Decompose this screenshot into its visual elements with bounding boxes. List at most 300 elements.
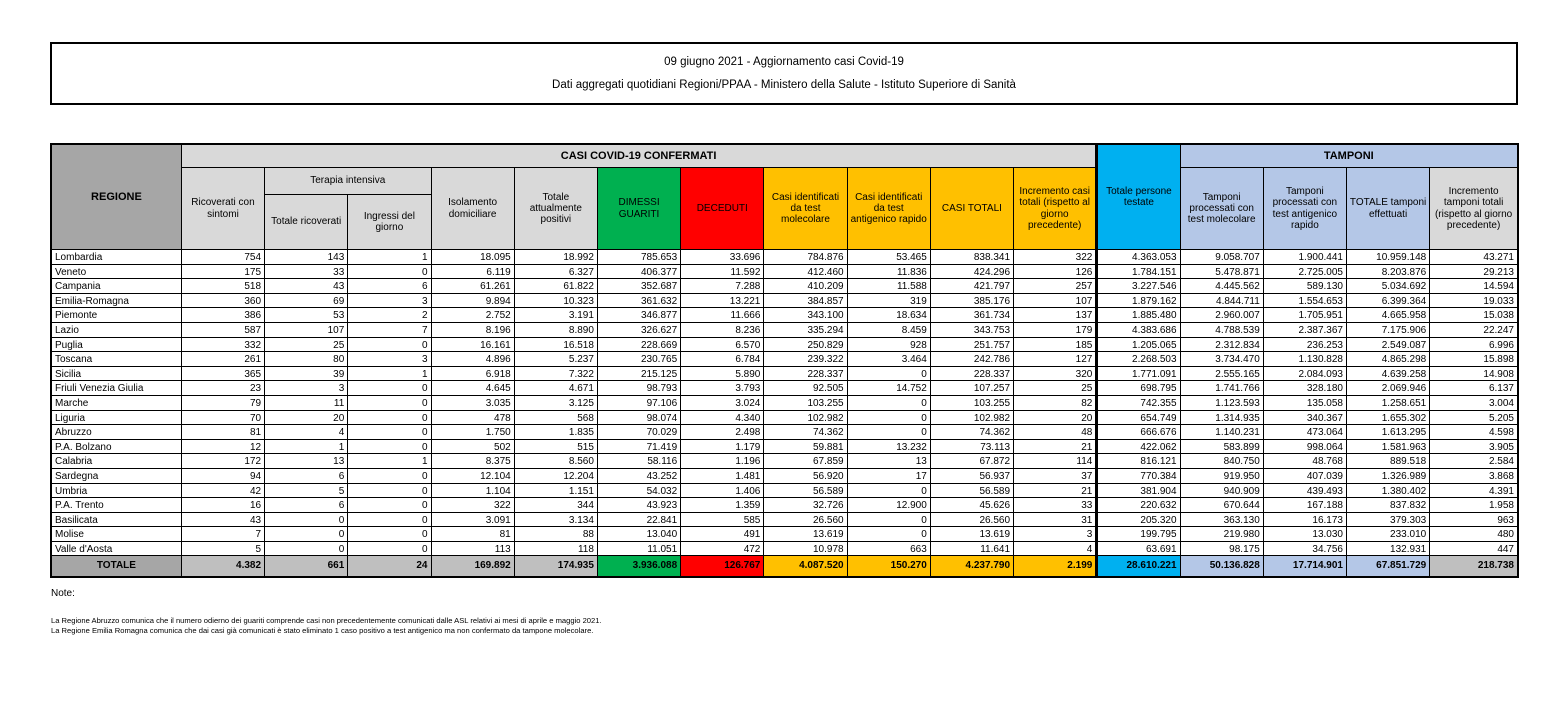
header-isolamento-domiciliare: Isolamento domiciliare xyxy=(431,168,514,250)
value-cell: 2.549.087 xyxy=(1346,337,1429,352)
value-cell: 19.033 xyxy=(1430,293,1518,308)
table-row xyxy=(51,395,1518,410)
value-cell: 81 xyxy=(181,425,264,440)
value-cell: 14.908 xyxy=(1430,366,1518,381)
note-line: La Regione Abruzzo comunica che il numero odierno dei guariti comprende casi non precedentemente comunicati dalle ASL relativi ai mesi di aprile e maggio 2021. xyxy=(51,616,602,625)
value-cell: 220.632 xyxy=(1097,498,1180,513)
table-row xyxy=(51,483,1518,498)
value-cell: 74.362 xyxy=(764,425,847,440)
value-cell: 1.314.935 xyxy=(1180,410,1263,425)
table-row xyxy=(51,541,1518,556)
note-line: La Regione Emilia Romagna comunica che dai casi già comunicati è stato eliminato 1 caso positivo a test antigenico ma non confermato da tampone molecolare. xyxy=(51,625,594,635)
value-cell: 568 xyxy=(514,410,597,425)
header-regione: REGIONE xyxy=(51,144,181,250)
value-cell: 103.255 xyxy=(930,395,1013,410)
totals-value-cell: 67.851.729 xyxy=(1346,556,1429,577)
value-cell: 18.992 xyxy=(514,250,597,265)
value-cell: 63.691 xyxy=(1097,541,1180,556)
value-cell: 361.632 xyxy=(597,293,680,308)
value-cell: 1.140.231 xyxy=(1180,425,1263,440)
value-cell: 179 xyxy=(1014,322,1097,337)
value-cell: 135.058 xyxy=(1263,395,1346,410)
value-cell: 5.890 xyxy=(681,366,764,381)
value-cell: 698.795 xyxy=(1097,381,1180,396)
value-cell: 0 xyxy=(348,439,431,454)
value-cell: 3.793 xyxy=(681,381,764,396)
value-cell: 0 xyxy=(348,425,431,440)
value-cell: 585 xyxy=(681,512,764,527)
value-cell: 58.116 xyxy=(597,454,680,469)
value-cell: 4.645 xyxy=(431,381,514,396)
value-cell: 840.750 xyxy=(1180,454,1263,469)
totals-value-cell: 50.136.828 xyxy=(1180,556,1263,577)
table-body xyxy=(51,250,1518,577)
value-cell: 4.896 xyxy=(431,352,514,367)
value-cell: 0 xyxy=(847,527,930,542)
notes-section xyxy=(51,588,1511,635)
region-name: Toscana xyxy=(51,352,181,367)
table-row xyxy=(51,425,1518,440)
value-cell: 2.084.093 xyxy=(1263,366,1346,381)
value-cell: 0 xyxy=(348,468,431,483)
totals-value-cell: 169.892 xyxy=(431,556,514,577)
value-cell: 1.784.151 xyxy=(1097,264,1180,279)
value-cell: 18.095 xyxy=(431,250,514,265)
value-cell: 97.106 xyxy=(597,395,680,410)
value-cell: 1.741.766 xyxy=(1180,381,1263,396)
value-cell: 0 xyxy=(847,425,930,440)
value-cell: 502 xyxy=(431,439,514,454)
value-cell: 1.406 xyxy=(681,483,764,498)
region-name: Lombardia xyxy=(51,250,181,265)
value-cell: 4 xyxy=(1014,541,1097,556)
value-cell: 103.255 xyxy=(764,395,847,410)
totals-row xyxy=(51,556,1518,577)
header-ricoverati-con-sintomi: Ricoverati con sintomi xyxy=(181,168,264,250)
totals-value-cell: 28.610.221 xyxy=(1097,556,1180,577)
value-cell: 0 xyxy=(348,410,431,425)
value-cell: 5.034.692 xyxy=(1346,279,1429,294)
value-cell: 251.757 xyxy=(930,337,1013,352)
value-cell: 1.554.653 xyxy=(1263,293,1346,308)
value-cell: 363.130 xyxy=(1180,512,1263,527)
value-cell: 1.179 xyxy=(681,439,764,454)
table-row xyxy=(51,308,1518,323)
value-cell: 39 xyxy=(265,366,348,381)
value-cell: 69 xyxy=(265,293,348,308)
value-cell: 8.196 xyxy=(431,322,514,337)
report-date-title: 09 giugno 2021 - Aggiornamento casi Covid-19 xyxy=(664,55,904,68)
value-cell: 5 xyxy=(181,541,264,556)
value-cell: 3.464 xyxy=(847,352,930,367)
value-cell: 365 xyxy=(181,366,264,381)
totals-value-cell: 24 xyxy=(348,556,431,577)
value-cell: 6.327 xyxy=(514,264,597,279)
value-cell: 5.478.871 xyxy=(1180,264,1263,279)
header-totale-persone-testate: Totale persone testate xyxy=(1097,144,1180,250)
value-cell: 26.560 xyxy=(930,512,1013,527)
value-cell: 10.978 xyxy=(764,541,847,556)
value-cell: 98.793 xyxy=(597,381,680,396)
value-cell: 491 xyxy=(681,527,764,542)
value-cell: 1.205.065 xyxy=(1097,337,1180,352)
region-name: Valle d'Aosta xyxy=(51,541,181,556)
value-cell: 4.340 xyxy=(681,410,764,425)
value-cell: 18.634 xyxy=(847,308,930,323)
value-cell: 37 xyxy=(1014,468,1097,483)
value-cell: 12.104 xyxy=(431,468,514,483)
header-totale-tamponi: TOTALE tamponi effettuati xyxy=(1346,168,1429,250)
value-cell: 1.613.295 xyxy=(1346,425,1429,440)
value-cell: 3.191 xyxy=(514,308,597,323)
value-cell: 22.841 xyxy=(597,512,680,527)
value-cell: 4 xyxy=(265,425,348,440)
value-cell: 132.931 xyxy=(1346,541,1429,556)
value-cell: 12.204 xyxy=(514,468,597,483)
value-cell: 340.367 xyxy=(1263,410,1346,425)
value-cell: 33.696 xyxy=(681,250,764,265)
value-cell: 3.035 xyxy=(431,395,514,410)
value-cell: 67.859 xyxy=(764,454,847,469)
value-cell: 473.064 xyxy=(1263,425,1346,440)
value-cell: 3.004 xyxy=(1430,395,1518,410)
region-name: Veneto xyxy=(51,264,181,279)
value-cell: 1 xyxy=(348,366,431,381)
table-row xyxy=(51,337,1518,352)
value-cell: 1.705.951 xyxy=(1263,308,1346,323)
value-cell: 14.594 xyxy=(1430,279,1518,294)
value-cell: 0 xyxy=(348,498,431,513)
value-cell: 102.982 xyxy=(764,410,847,425)
value-cell: 346.877 xyxy=(597,308,680,323)
value-cell: 56.589 xyxy=(764,483,847,498)
value-cell: 4.665.958 xyxy=(1346,308,1429,323)
region-name: Abruzzo xyxy=(51,425,181,440)
table-row xyxy=(51,527,1518,542)
table-row xyxy=(51,250,1518,265)
covid-data-table xyxy=(50,143,1519,578)
value-cell: 785.653 xyxy=(597,250,680,265)
totals-value-cell: 218.738 xyxy=(1430,556,1518,577)
table-row xyxy=(51,381,1518,396)
value-cell: 48 xyxy=(1014,425,1097,440)
value-cell: 11.641 xyxy=(930,541,1013,556)
value-cell: 16.161 xyxy=(431,337,514,352)
value-cell: 816.121 xyxy=(1097,454,1180,469)
value-cell: 12 xyxy=(181,439,264,454)
value-cell: 107 xyxy=(1014,293,1097,308)
value-cell: 43.252 xyxy=(597,468,680,483)
value-cell: 6.918 xyxy=(431,366,514,381)
value-cell: 9.058.707 xyxy=(1180,250,1263,265)
table-row xyxy=(51,468,1518,483)
value-cell: 2.387.367 xyxy=(1263,322,1346,337)
value-cell: 42 xyxy=(181,483,264,498)
value-cell: 22.247 xyxy=(1430,322,1518,337)
value-cell: 16.518 xyxy=(514,337,597,352)
region-name: Molise xyxy=(51,527,181,542)
value-cell: 261 xyxy=(181,352,264,367)
value-cell: 837.832 xyxy=(1346,498,1429,513)
value-cell: 5.237 xyxy=(514,352,597,367)
value-cell: 0 xyxy=(348,264,431,279)
region-name: Basilicata xyxy=(51,512,181,527)
value-cell: 928 xyxy=(847,337,930,352)
value-cell: 3 xyxy=(348,293,431,308)
header-tamponi-antigenico: Tamponi processati con test antigenico rapido xyxy=(1263,168,1346,250)
value-cell: 26.560 xyxy=(764,512,847,527)
value-cell: 43.271 xyxy=(1430,250,1518,265)
value-cell: 1.581.963 xyxy=(1346,439,1429,454)
value-cell: 113 xyxy=(431,541,514,556)
totals-value-cell: 3.936.088 xyxy=(597,556,680,577)
value-cell: 322 xyxy=(431,498,514,513)
value-cell: 1.481 xyxy=(681,468,764,483)
value-cell: 1.380.402 xyxy=(1346,483,1429,498)
value-cell: 515 xyxy=(514,439,597,454)
value-cell: 352.687 xyxy=(597,279,680,294)
value-cell: 328.180 xyxy=(1263,381,1346,396)
value-cell: 82 xyxy=(1014,395,1097,410)
value-cell: 228.337 xyxy=(764,366,847,381)
value-cell: 4.639.258 xyxy=(1346,366,1429,381)
value-cell: 1.835 xyxy=(514,425,597,440)
table-row xyxy=(51,498,1518,513)
value-cell: 838.341 xyxy=(930,250,1013,265)
table-row xyxy=(51,322,1518,337)
value-cell: 88 xyxy=(514,527,597,542)
value-cell: 230.765 xyxy=(597,352,680,367)
value-cell: 2.312.834 xyxy=(1180,337,1263,352)
value-cell: 126 xyxy=(1014,264,1097,279)
header-casi-test-antigenico: Casi identificati da test antigenico rapido xyxy=(847,168,930,250)
value-cell: 98.175 xyxy=(1180,541,1263,556)
totals-value-cell: 4.382 xyxy=(181,556,264,577)
value-cell: 7 xyxy=(348,322,431,337)
value-cell: 114 xyxy=(1014,454,1097,469)
value-cell: 0 xyxy=(348,527,431,542)
value-cell: 67.872 xyxy=(930,454,1013,469)
value-cell: 2.555.165 xyxy=(1180,366,1263,381)
value-cell: 98.074 xyxy=(597,410,680,425)
value-cell: 343.753 xyxy=(930,322,1013,337)
value-cell: 205.320 xyxy=(1097,512,1180,527)
value-cell: 8.890 xyxy=(514,322,597,337)
value-cell: 0 xyxy=(348,395,431,410)
value-cell: 53.465 xyxy=(847,250,930,265)
value-cell: 70 xyxy=(181,410,264,425)
value-cell: 406.377 xyxy=(597,264,680,279)
value-cell: 1.104 xyxy=(431,483,514,498)
value-cell: 73.113 xyxy=(930,439,1013,454)
value-cell: 1.258.651 xyxy=(1346,395,1429,410)
value-cell: 3 xyxy=(1014,527,1097,542)
value-cell: 8.375 xyxy=(431,454,514,469)
value-cell: 6.784 xyxy=(681,352,764,367)
value-cell: 92.505 xyxy=(764,381,847,396)
region-name: Sicilia xyxy=(51,366,181,381)
value-cell: 12.900 xyxy=(847,498,930,513)
value-cell: 61.261 xyxy=(431,279,514,294)
totals-value-cell: 661 xyxy=(265,556,348,577)
region-name: Campania xyxy=(51,279,181,294)
value-cell: 233.010 xyxy=(1346,527,1429,542)
region-name: Puglia xyxy=(51,337,181,352)
value-cell: 0 xyxy=(348,512,431,527)
region-name: P.A. Bolzano xyxy=(51,439,181,454)
value-cell: 250.829 xyxy=(764,337,847,352)
table-row xyxy=(51,512,1518,527)
value-cell: 889.518 xyxy=(1346,454,1429,469)
value-cell: 13.619 xyxy=(930,527,1013,542)
value-cell: 118 xyxy=(514,541,597,556)
value-cell: 53 xyxy=(265,308,348,323)
value-cell: 654.749 xyxy=(1097,410,1180,425)
value-cell: 32.726 xyxy=(764,498,847,513)
region-name: Sardegna xyxy=(51,468,181,483)
value-cell: 17 xyxy=(847,468,930,483)
value-cell: 0 xyxy=(348,483,431,498)
totals-value-cell: 2.199 xyxy=(1014,556,1097,577)
value-cell: 7.288 xyxy=(681,279,764,294)
value-cell: 1.151 xyxy=(514,483,597,498)
value-cell: 6.137 xyxy=(1430,381,1518,396)
value-cell: 48.768 xyxy=(1263,454,1346,469)
value-cell: 13 xyxy=(265,454,348,469)
value-cell: 167.188 xyxy=(1263,498,1346,513)
region-name: Liguria xyxy=(51,410,181,425)
header-ti-totale-ricoverati: Totale ricoverati xyxy=(265,195,348,250)
value-cell: 20 xyxy=(1014,410,1097,425)
value-cell: 61.822 xyxy=(514,279,597,294)
header-tamponi-molecolare: Tamponi processati con test molecolare xyxy=(1180,168,1263,250)
value-cell: 3.734.470 xyxy=(1180,352,1263,367)
value-cell: 199.795 xyxy=(1097,527,1180,542)
value-cell: 1.130.828 xyxy=(1263,352,1346,367)
value-cell: 1.655.302 xyxy=(1346,410,1429,425)
value-cell: 0 xyxy=(265,512,348,527)
value-cell: 2.752 xyxy=(431,308,514,323)
totals-value-cell: 126.767 xyxy=(681,556,764,577)
header-ti-ingressi-del-giorno: Ingressi del giorno xyxy=(348,195,431,250)
value-cell: 963 xyxy=(1430,512,1518,527)
value-cell: 16 xyxy=(181,498,264,513)
value-cell: 6.399.364 xyxy=(1346,293,1429,308)
value-cell: 344 xyxy=(514,498,597,513)
totals-value-cell: 174.935 xyxy=(514,556,597,577)
table-row xyxy=(51,279,1518,294)
value-cell: 3 xyxy=(265,381,348,396)
header-dimessi-guariti: DIMESSI GUARITI xyxy=(597,168,680,250)
value-cell: 421.797 xyxy=(930,279,1013,294)
value-cell: 1.123.593 xyxy=(1180,395,1263,410)
value-cell: 379.303 xyxy=(1346,512,1429,527)
value-cell: 320 xyxy=(1014,366,1097,381)
value-cell: 70.029 xyxy=(597,425,680,440)
table-header xyxy=(51,144,1518,250)
region-name: Friuli Venezia Giulia xyxy=(51,381,181,396)
value-cell: 447 xyxy=(1430,541,1518,556)
value-cell: 410.209 xyxy=(764,279,847,294)
value-cell: 74.362 xyxy=(930,425,1013,440)
value-cell: 2 xyxy=(348,308,431,323)
value-cell: 0 xyxy=(847,366,930,381)
value-cell: 25 xyxy=(1014,381,1097,396)
value-cell: 326.627 xyxy=(597,322,680,337)
value-cell: 6 xyxy=(265,498,348,513)
value-cell: 15.898 xyxy=(1430,352,1518,367)
value-cell: 21 xyxy=(1014,483,1097,498)
value-cell: 10.959.148 xyxy=(1346,250,1429,265)
value-cell: 385.176 xyxy=(930,293,1013,308)
value-cell: 56.589 xyxy=(930,483,1013,498)
table-row xyxy=(51,366,1518,381)
value-cell: 7.175.906 xyxy=(1346,322,1429,337)
table-row xyxy=(51,454,1518,469)
table-row xyxy=(51,293,1518,308)
value-cell: 21 xyxy=(1014,439,1097,454)
value-cell: 319 xyxy=(847,293,930,308)
value-cell: 754 xyxy=(181,250,264,265)
value-cell: 587 xyxy=(181,322,264,337)
totals-value-cell: 4.237.790 xyxy=(930,556,1013,577)
value-cell: 666.676 xyxy=(1097,425,1180,440)
value-cell: 6 xyxy=(348,279,431,294)
value-cell: 34.756 xyxy=(1263,541,1346,556)
value-cell: 20 xyxy=(265,410,348,425)
totals-value-cell: 150.270 xyxy=(847,556,930,577)
value-cell: 23 xyxy=(181,381,264,396)
totals-label: TOTALE xyxy=(51,556,181,577)
value-cell: 8.560 xyxy=(514,454,597,469)
totals-value-cell: 4.087.520 xyxy=(764,556,847,577)
value-cell: 2.498 xyxy=(681,425,764,440)
value-cell: 143 xyxy=(265,250,348,265)
value-cell: 56.920 xyxy=(764,468,847,483)
value-cell: 3.024 xyxy=(681,395,764,410)
value-cell: 8.203.876 xyxy=(1346,264,1429,279)
value-cell: 127 xyxy=(1014,352,1097,367)
value-cell: 9.894 xyxy=(431,293,514,308)
value-cell: 13.619 xyxy=(764,527,847,542)
value-cell: 14.752 xyxy=(847,381,930,396)
value-cell: 11.836 xyxy=(847,264,930,279)
value-cell: 0 xyxy=(265,527,348,542)
value-cell: 1.885.480 xyxy=(1097,308,1180,323)
value-cell: 361.734 xyxy=(930,308,1013,323)
value-cell: 185 xyxy=(1014,337,1097,352)
region-name: Calabria xyxy=(51,454,181,469)
value-cell: 31 xyxy=(1014,512,1097,527)
value-cell: 0 xyxy=(348,337,431,352)
value-cell: 3.091 xyxy=(431,512,514,527)
value-cell: 13 xyxy=(847,454,930,469)
value-cell: 59.881 xyxy=(764,439,847,454)
value-cell: 6.996 xyxy=(1430,337,1518,352)
value-cell: 43 xyxy=(265,279,348,294)
value-cell: 257 xyxy=(1014,279,1097,294)
notes-lines xyxy=(51,616,1511,635)
value-cell: 384.857 xyxy=(764,293,847,308)
value-cell: 6 xyxy=(265,468,348,483)
value-cell: 13.040 xyxy=(597,527,680,542)
value-cell: 4.788.539 xyxy=(1180,322,1263,337)
value-cell: 439.493 xyxy=(1263,483,1346,498)
value-cell: 219.980 xyxy=(1180,527,1263,542)
value-cell: 102.982 xyxy=(930,410,1013,425)
header-casi-totali: CASI TOTALI xyxy=(930,168,1013,250)
value-cell: 0 xyxy=(348,381,431,396)
